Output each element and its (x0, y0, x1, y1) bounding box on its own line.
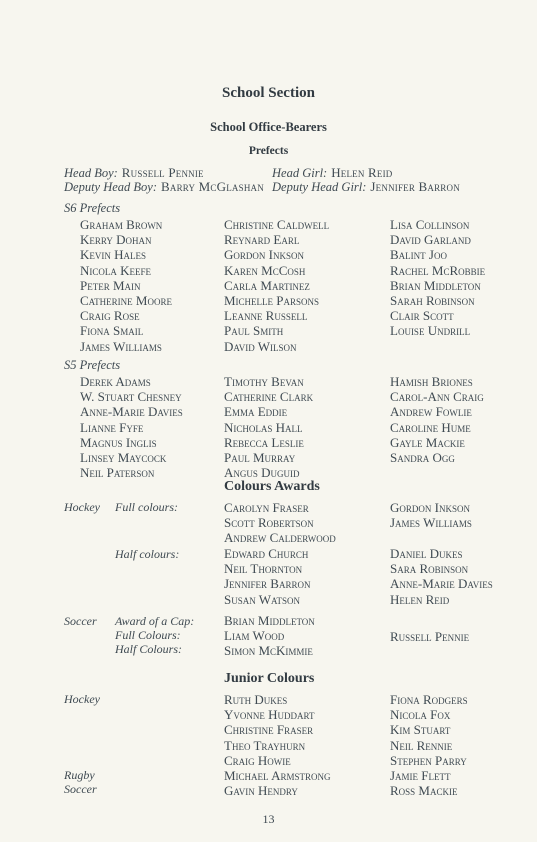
list-item: Reynard Earl (224, 232, 300, 248)
list-item: Rachel McRobbie (390, 262, 486, 278)
hockey-full-column-3 (390, 500, 472, 530)
list-item: Caroline Hume (390, 419, 471, 435)
junior-soccer-label: Soccer (64, 782, 97, 796)
list-item: Yvonne Huddart (224, 707, 315, 723)
list-item: Lisa Collinson (390, 217, 470, 232)
s5-prefects-label: S5 Prefects (64, 358, 121, 372)
list-item: Craig Rose (80, 308, 140, 324)
list-item: Carla Martinez (224, 277, 310, 293)
s6-column-3 (390, 217, 485, 339)
prefects-heading: Prefects (248, 145, 289, 157)
list-item: Brian Middleton (390, 277, 481, 293)
list-item: Neil Paterson (80, 465, 155, 481)
list-item: Clair Scott (390, 308, 454, 324)
list-item: Rebecca Leslie (224, 434, 304, 450)
list-item: Michelle Parsons (224, 293, 320, 309)
page-title: School Section (222, 85, 315, 101)
list-item: Neil Rennie (390, 737, 453, 753)
list-item: Kevin Hales (80, 247, 147, 263)
junior-column-3 (390, 692, 468, 798)
list-item: Christine Caldwell (224, 217, 330, 232)
list-item: Anne-Marie Davies (390, 576, 493, 592)
list-item: Daniel Dukes (390, 546, 463, 561)
list-item: Fiona Rodgers (390, 692, 468, 707)
s6-prefects-label: S6 Prefects (64, 201, 121, 215)
deputy-head-girl-line (272, 178, 460, 196)
hockey-full-column-2 (224, 500, 336, 546)
award-of-cap-label: Award of a Cap: (115, 614, 195, 628)
list-item: Louise Undrill (390, 323, 471, 339)
office-bearers-heading: School Office-Bearers (210, 120, 327, 134)
list-item: Sandra Ogg (390, 450, 455, 466)
soccer-award-labels (115, 614, 194, 656)
list-item: David Wilson (224, 338, 297, 354)
list-item: Graham Brown (80, 217, 163, 232)
hockey-label: Hockey (64, 500, 100, 514)
s5-column-2 (224, 374, 313, 480)
list-item: Hamish Briones (390, 374, 473, 389)
s6-column-1 (80, 217, 172, 354)
list-item: Carolyn Fraser (224, 500, 309, 515)
list-item: Brian Middleton (224, 613, 315, 628)
list-item: Nicola Fox (390, 707, 451, 723)
list-item: Edward Church (224, 546, 309, 561)
soccer-column-3 (390, 629, 469, 644)
head-boy-label: Head Boy: (64, 166, 118, 180)
list-item: Gordon Inkson (390, 500, 470, 515)
colours-awards-heading: Colours Awards (224, 479, 320, 494)
list-item: Leanne Russell (224, 308, 308, 324)
list-item: Timothy Bevan (224, 374, 304, 389)
list-item: Gayle Mackie (390, 434, 465, 450)
list-item: Michael Armstrong (224, 768, 331, 784)
list-item: Stephen Parry (390, 752, 467, 768)
list-item: Simon McKimmie (224, 643, 313, 659)
list-item: W. Stuart Chesney (80, 389, 182, 405)
s6-column-2 (224, 217, 329, 354)
list-item: Ruth Dukes (224, 692, 288, 707)
list-item: Andrew Calderwood (224, 530, 336, 546)
list-item: Gavin Hendry (224, 783, 298, 799)
junior-rugby-label: Rugby (64, 768, 95, 782)
list-item: Helen Reid (390, 591, 450, 607)
list-item: Kim Stuart (390, 722, 451, 738)
list-item: Angus Duguid (224, 465, 300, 481)
list-item: Carol-Ann Craig (390, 389, 484, 405)
list-item: Sarah Robinson (390, 293, 475, 309)
page-number: 13 (262, 812, 275, 826)
list-item: David Garland (390, 232, 471, 248)
half-colours-label: Half colours: (115, 547, 180, 561)
deputy-head-boy-name: Barry McGlashan (161, 179, 264, 194)
list-item: Theo Trayhurn (224, 737, 306, 753)
list-item: Scott Robertson (224, 515, 314, 531)
full-colours-label: Full colours: (115, 500, 178, 514)
deputy-head-girl-name: Jennifer Barron (370, 179, 460, 194)
list-item: James Williams (390, 515, 472, 531)
list-item: Derek Adams (80, 374, 151, 389)
s5-column-3 (390, 374, 484, 465)
list-item: Neil Thornton (224, 561, 303, 577)
list-item: Peter Main (80, 277, 141, 293)
list-item: Anne-Marie Davies (80, 404, 183, 420)
deputy-head-boy-label: Deputy Head Boy: (64, 180, 158, 194)
list-item: Christine Fraser (224, 722, 314, 738)
list-item: Craig Howie (224, 752, 291, 768)
junior-column-2 (224, 692, 330, 798)
head-boy-name: Russell Pennie (121, 165, 204, 180)
list-item: Susan Watson (224, 591, 301, 607)
list-item: Jamie Flett (390, 768, 451, 784)
list-item: Paul Smith (224, 323, 284, 339)
hockey-half-column-2 (224, 546, 310, 607)
junior-hockey-label: Hockey (64, 692, 100, 706)
list-item: Magnus Inglis (80, 434, 157, 450)
list-item: Catherine Clark (224, 389, 314, 405)
list-item: Russell Pennie (390, 629, 470, 644)
list-item: Karen McCosh (224, 262, 306, 278)
list-item: Jennifer Barron (224, 576, 311, 592)
list-item: Sara Robinson (390, 561, 469, 577)
list-item: Kerry Dohan (80, 232, 152, 248)
list-item: Catherine Moore (80, 293, 172, 309)
full-colours-label: Full Colours: (115, 628, 181, 642)
deputy-head-girl-label: Deputy Head Girl: (272, 180, 367, 194)
head-girl-name: Helen Reid (331, 165, 393, 180)
deputy-head-boy-line (64, 178, 264, 196)
list-item: Fiona Smail (80, 323, 144, 339)
head-girl-label: Head Girl: (272, 166, 328, 180)
hockey-half-column-3 (390, 546, 493, 607)
list-item: James Williams (80, 338, 162, 354)
list-item: Gordon Inkson (224, 247, 304, 263)
list-item: Emma Eddie (224, 404, 288, 420)
soccer-label: Soccer (64, 614, 97, 628)
list-item: Liam Wood (224, 628, 285, 644)
list-item: Nicholas Hall (224, 419, 303, 435)
soccer-column-2 (224, 613, 315, 659)
list-item: Andrew Fowlie (390, 404, 472, 420)
junior-colours-heading: Junior Colours (224, 671, 315, 686)
list-item: Nicola Keefe (80, 262, 152, 278)
list-item: Linsey Maycock (80, 450, 167, 466)
list-item: Balint Joo (390, 247, 447, 263)
half-colours-label: Half Colours: (115, 642, 183, 656)
list-item: Lianne Fyfe (80, 419, 144, 435)
s5-column-1 (80, 374, 183, 480)
list-item: Paul Murray (224, 450, 296, 466)
list-item: Ross Mackie (390, 783, 458, 799)
